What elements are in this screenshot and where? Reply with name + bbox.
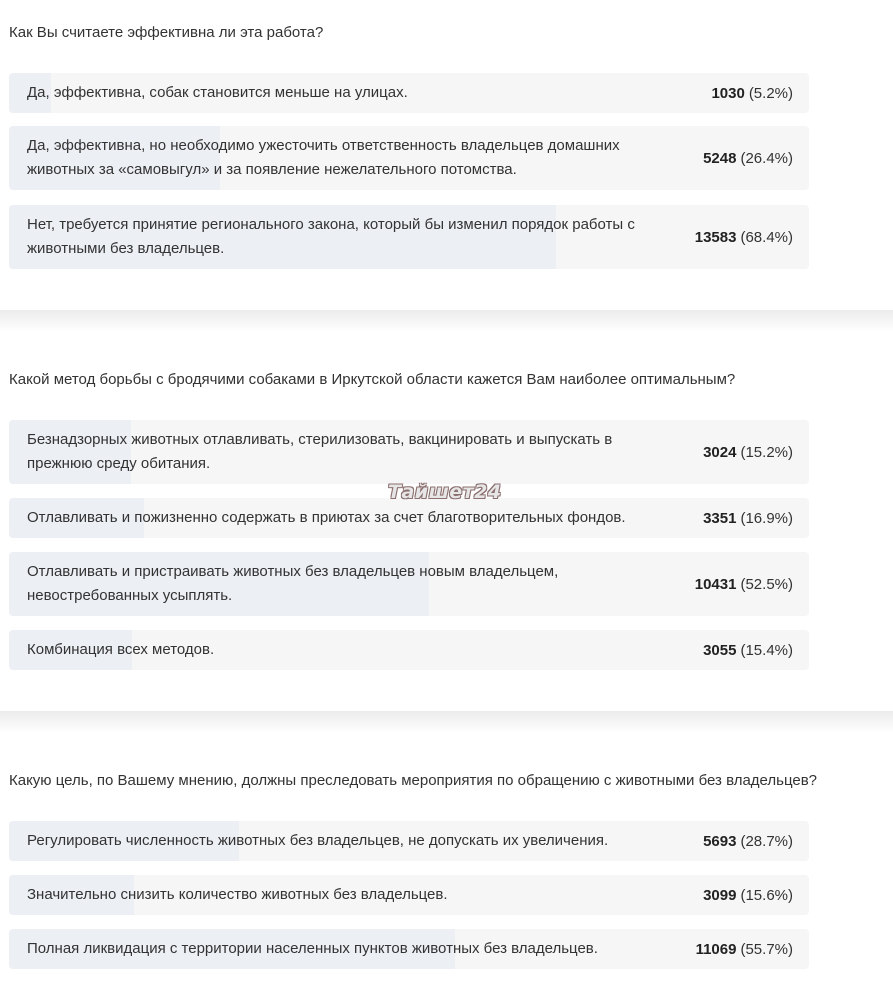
vote-percent: (55.7%) — [740, 940, 793, 958]
option-label: Комбинация всех методов. — [27, 641, 215, 658]
vote-count: 13583 — [694, 228, 737, 246]
poll-option[interactable] — [9, 498, 809, 538]
poll-option[interactable] — [9, 73, 809, 113]
poll-option[interactable] — [9, 420, 809, 484]
option-label: Полная ликвидация с территории населенных пунктов животных без владельцев. — [27, 940, 598, 957]
vote-count: 10431 — [694, 575, 737, 593]
vote-count: 5693 — [703, 832, 737, 850]
section-divider — [0, 310, 893, 332]
option-result — [703, 126, 793, 190]
option-label: Отлавливать и пристраивать животных без владельцев новым владельцем, невостребованных усыплять. — [27, 563, 559, 604]
vote-percent: (26.4%) — [740, 149, 793, 167]
vote-percent: (68.4%) — [740, 228, 793, 246]
option-result — [703, 875, 793, 915]
poll-option[interactable] — [9, 552, 809, 616]
vote-count: 3351 — [703, 509, 737, 527]
option-label: Регулировать численность животных без владельцев, не допускать их увеличения. — [27, 832, 609, 849]
vote-count: 5248 — [703, 149, 737, 167]
option-result — [703, 498, 793, 538]
vote-count: 1030 — [711, 84, 745, 102]
vote-percent: (15.2%) — [740, 443, 793, 461]
vote-percent: (15.6%) — [740, 886, 793, 904]
option-label: Значительно снизить количество животных без владельцев. — [27, 886, 448, 903]
vote-percent: (15.4%) — [740, 641, 793, 659]
section-divider — [0, 711, 893, 733]
poll-option[interactable] — [9, 205, 809, 269]
vote-percent: (28.7%) — [740, 832, 793, 850]
option-label: Да, эффективна, собак становится меньше на улицах. — [27, 84, 408, 101]
vote-count: 11069 — [695, 940, 737, 958]
option-result — [703, 821, 793, 861]
poll-option[interactable] — [9, 875, 809, 915]
poll-option[interactable] — [9, 821, 809, 861]
option-label: Да, эффективна, но необходимо ужесточить ответственность владельцев домашних животных за «самовыгул» и за появление нежелательного потомства. — [27, 137, 620, 178]
option-result — [695, 552, 793, 616]
question-title: Какую цель, по Вашему мнению, должны преследовать мероприятия по обращению с животными без владельцев? — [9, 772, 818, 789]
question-title: Как Вы считаете эффективна ли эта работа? — [9, 24, 324, 41]
option-result — [695, 205, 793, 269]
option-label: Безнадзорных животных отлавливать, стерилизовать, вакцинировать и выпускать в прежнюю среду обитания. — [27, 431, 613, 472]
option-result — [703, 630, 793, 670]
poll-option[interactable] — [9, 126, 809, 190]
question-title: Какой метод борьбы с бродячими собаками в Иркутской области кажется Вам наиболее оптимальным? — [9, 371, 736, 388]
vote-count: 3099 — [703, 886, 737, 904]
vote-percent: (5.2%) — [748, 84, 793, 102]
poll-option[interactable] — [9, 630, 809, 670]
option-result — [703, 420, 793, 484]
vote-percent: (52.5%) — [740, 575, 793, 593]
option-label: Нет, требуется принятие регионального закона, который бы изменил порядок работы с животными без владельцев. — [27, 216, 635, 257]
option-result — [711, 73, 793, 113]
vote-count: 3055 — [703, 641, 737, 659]
poll-option[interactable] — [9, 929, 809, 969]
watermark-logo: Тайшет24 — [388, 481, 502, 503]
option-label: Отлавливать и пожизненно содержать в приютах за счет благотворительных фондов. — [27, 509, 626, 526]
vote-percent: (16.9%) — [740, 509, 793, 527]
option-result — [696, 929, 793, 969]
vote-count: 3024 — [703, 443, 737, 461]
